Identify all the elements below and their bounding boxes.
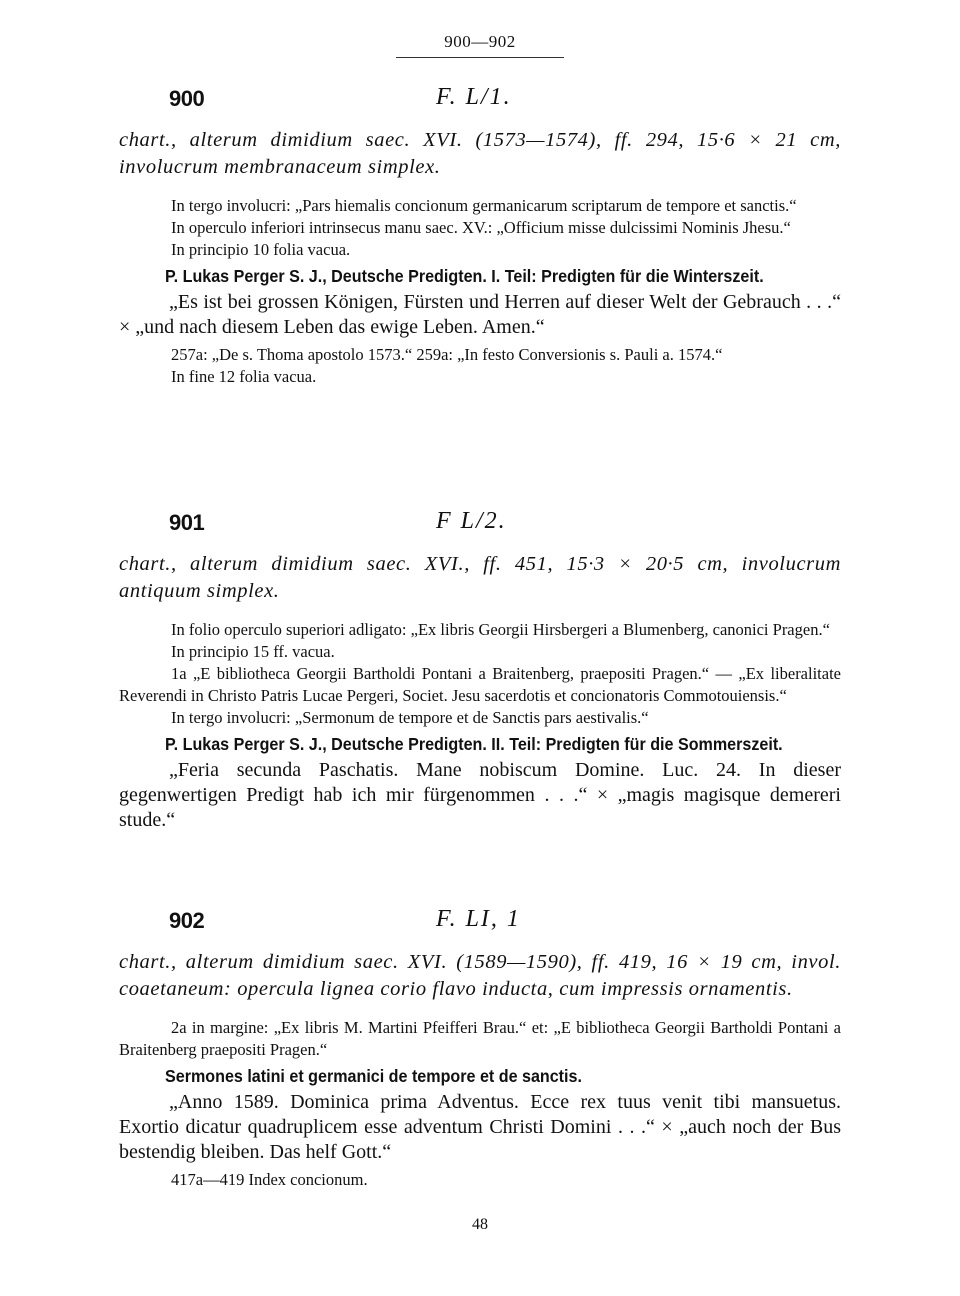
incipit-explicit: „Es ist bei grossen Königen, Fürsten und Herren auf dieser Welt der Gebrauch . . .“ × „und nach diesem Leben das ewige Leben. Amen.“ <box>119 291 841 338</box>
note: In folio operculo superiori adligato: „Ex libris Georgii Hirsbergeri a Blumenberg, canonici Pragen.“ <box>171 620 830 639</box>
note: In fine 12 folia vacua. <box>171 367 317 386</box>
note: 417a—419 Index concionum. <box>171 1170 368 1189</box>
running-head: 900—902 <box>444 32 516 51</box>
note: 2a in margine: „Ex libris M. Martini Pfeifferi Brau.“ et: „E bibliotheca Georgii Bartholdi Pontani a Braitenberg praepositi Pragen.“ <box>119 1018 841 1059</box>
physical-description: chart., alterum dimidium saec. XVI. (1573—1574), ff. 294, 15·6 × 21 cm, involucrum membranaceum simplex. <box>119 129 841 178</box>
physical-description: chart., alterum dimidium saec. XVI., ff. 451, 15·3 × 20·5 cm, involucrum antiquum simplex. <box>119 553 841 602</box>
note: 257a: „De s. Thoma apostolo 1573.“ 259a: „In festo Conversionis s. Pauli a. 1574.“ <box>171 345 723 364</box>
work-title: P. Lukas Perger S. J., Deutsche Predigten. II. Teil: Predigten für die Sommerszeit. <box>165 734 783 754</box>
entry-number: 902 <box>169 908 205 933</box>
note: In principio 10 folia vacua. <box>171 240 351 259</box>
shelf-signature: F. L/1. <box>436 84 512 110</box>
note: In tergo involucri: „Sermonum de tempore et de Sanctis pars aestivalis.“ <box>171 708 649 727</box>
entry-902 <box>119 908 841 1191</box>
work-title: Sermones latini et germanici de tempore et de sanctis. <box>165 1066 582 1086</box>
entry-heading <box>119 86 841 126</box>
note: 1a „E bibliotheca Georgii Bartholdi Pontani a Braitenberg, praepositi Pragen.“ — „Ex liberalitate Reverendi in Christo Patris Lucae Pergeri, Societ. Jesu sacerdotis et concionatoris Commotouiensis.“ <box>119 664 841 705</box>
work-title: P. Lukas Perger S. J., Deutsche Predigten. I. Teil: Predigten für die Winterszeit. <box>165 266 764 286</box>
page-number: 48 <box>472 1216 488 1233</box>
shelf-signature: F L/2. <box>436 508 507 534</box>
entry-number: 900 <box>169 86 205 111</box>
physical-description: chart., alterum dimidium saec. XVI. (1589—1590), ff. 419, 16 × 19 cm, invol. coaetaneum: opercula lignea corio flavo inducta, cum impressis ornamentis. <box>119 951 841 1000</box>
entry-number: 901 <box>169 510 205 535</box>
incipit-explicit: „Feria secunda Paschatis. Mane nobiscum Domine. Luc. 24. In dieser gegenwertigen Predigt hab ich mir fürgenommen . . .“ × „magis magisque demereri stude.“ <box>119 759 841 831</box>
note: In tergo involucri: „Pars hiemalis concionum germanicarum scriptarum de tempore et sanctis.“ <box>171 196 797 215</box>
entry-heading <box>119 908 841 948</box>
entry-901 <box>119 510 841 833</box>
entry-heading <box>119 510 841 550</box>
note: In principio 15 ff. vacua. <box>171 642 335 661</box>
entry-900 <box>119 86 841 388</box>
shelf-signature: F. LI, 1 <box>436 906 521 932</box>
incipit-explicit: „Anno 1589. Dominica prima Adventus. Ecce rex tuus venit tibi mansuetus. Exortio dicatur quadruplicem esse adventum Christi Domini . . .“ × „auch noch der Bus bestendig bleiben. Das helf Gott.“ <box>119 1091 841 1163</box>
running-head-rule <box>396 57 564 58</box>
note: In operculo inferiori intrinsecus manu saec. XV.: „Officium misse dulcissimi Nominis Jhesu.“ <box>171 218 791 237</box>
